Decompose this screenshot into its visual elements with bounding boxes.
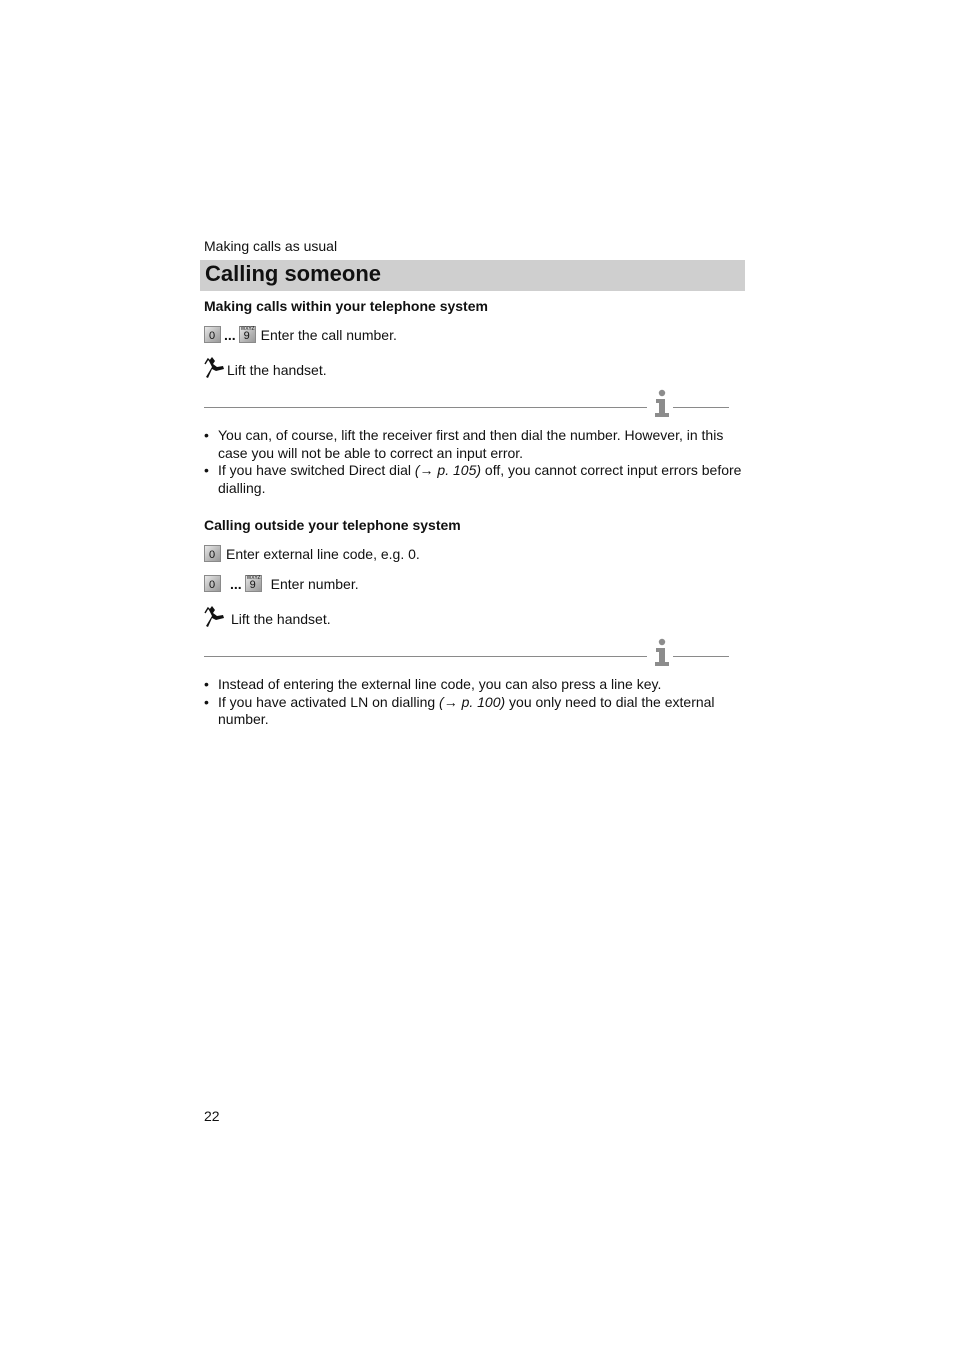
page-number: 22	[204, 1108, 220, 1124]
notes-list-internal	[204, 427, 744, 497]
step-enter-line-code	[204, 545, 420, 562]
key-0: 0	[204, 326, 221, 343]
step-text: Lift the handset.	[227, 362, 327, 378]
running-head: Making calls as usual	[204, 238, 338, 254]
divider-line	[204, 407, 647, 408]
page-reference: (→ p. 100)	[439, 693, 506, 710]
step-text: Lift the handset.	[231, 611, 331, 627]
note-item: • You can, of course, lift the receiver first and then dial the number. However, in this case you will not be able to correct an input error.	[204, 427, 744, 462]
handset-lift-icon	[203, 604, 225, 628]
step-lift-handset	[203, 604, 331, 628]
note-item: • If you have switched Direct dial (→ p. 105) off, you cannot correct input errors before dialling.	[204, 462, 744, 497]
key-9: WXYZ 9	[240, 326, 255, 342]
notes-list-external	[204, 676, 744, 729]
key-0: 0	[204, 545, 221, 562]
divider-line	[673, 656, 729, 657]
info-icon	[651, 637, 673, 667]
step-enter-number	[204, 575, 359, 592]
page-title: Calling someone	[205, 261, 382, 286]
note-item: • If you have activated LN on dialling (→ p. 100) you only need to dial the external number.	[204, 694, 744, 729]
step-text: Enter number.	[270, 576, 359, 592]
key-0: 0	[204, 575, 221, 592]
ellipsis: ...	[224, 327, 236, 343]
step-enter-call-number	[204, 326, 397, 343]
section-heading-internal: Making calls within your telephone system	[204, 298, 488, 314]
step-text: Enter the call number.	[260, 327, 397, 343]
note-item: • Instead of entering the external line code, you can also press a line key.	[204, 676, 744, 694]
ellipsis: ...	[230, 576, 242, 592]
key-9: WXYZ 9	[246, 575, 261, 591]
divider-line	[673, 407, 729, 408]
step-text: Enter external line code, e.g. 0.	[226, 546, 420, 562]
info-icon	[651, 388, 673, 418]
step-lift-handset	[203, 355, 327, 379]
divider-line	[204, 656, 647, 657]
title-bar	[200, 260, 745, 291]
section-heading-external: Calling outside your telephone system	[204, 517, 461, 533]
handset-lift-icon	[203, 355, 225, 379]
page-reference: (→ p. 105)	[414, 462, 482, 478]
